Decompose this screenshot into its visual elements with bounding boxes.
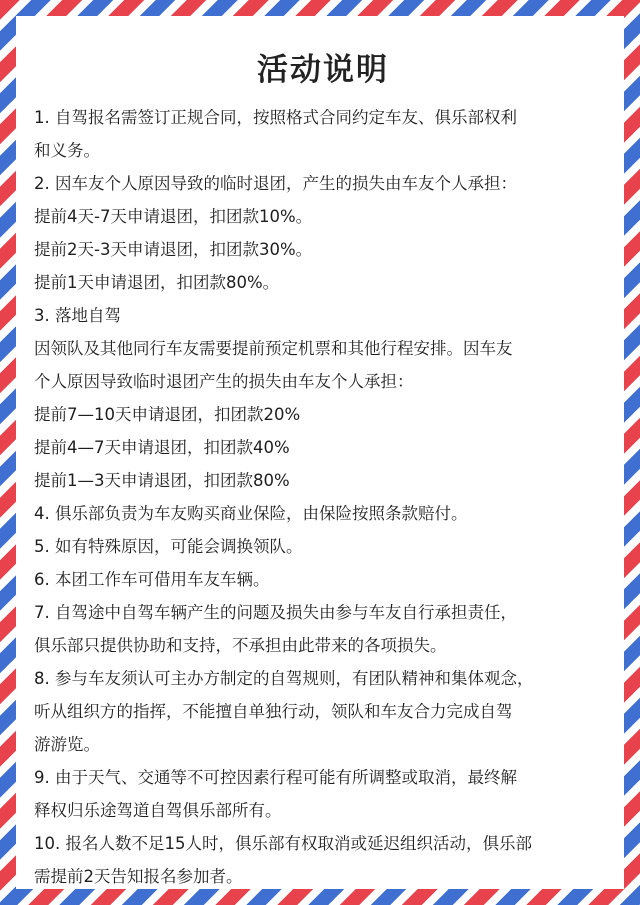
text-line: 6. 本团工作车可借用车友车辆。	[34, 570, 270, 589]
text-line: 和义务。	[34, 141, 100, 160]
text-line: 8. 参与车友须认可主办方制定的自驾规则，有团队精神和集体观念，	[34, 669, 534, 688]
text-line: 需提前2天告知报名参加者。	[34, 867, 243, 886]
text-line: 听从组织方的指挥，不能擅自单独行动，领队和车友合力完成自驾	[34, 702, 513, 721]
text-line: 4. 俱乐部负责为车友购买商业保险，由保险按照条款赔付。	[34, 504, 468, 523]
text-line: 提前4天-7天申请退团，扣团款10%。	[34, 207, 313, 226]
terms-body	[34, 101, 612, 893]
text-line: 因领队及其他同行车友需要提前预定机票和其他行程安排。因车友	[34, 339, 513, 358]
text-line: 提前2天-3天申请退团，扣团款30%。	[34, 240, 313, 259]
text-line: 提前7—10天申请退团，扣团款20%	[34, 405, 301, 424]
text-line: 7. 自驾途中自驾车辆产生的问题及损失由参与车友自行承担责任，	[34, 603, 517, 622]
text-line: 2. 因车友个人原因导致的临时退团，产生的损失由车友个人承担：	[34, 174, 517, 193]
text-line: 1. 自驾报名需签订正规合同，按照格式合同约定车友、俱乐部权利	[34, 108, 517, 127]
text-line: 9. 由于天气、交通等不可控因素行程可能有所调整或取消，最终解	[34, 768, 517, 787]
text-line: 个人原因导致临时退团产生的损失由车友个人承担：	[34, 372, 414, 391]
text-line: 10. 报名人数不足15人时，俱乐部有权取消或延迟组织活动，俱乐部	[34, 834, 532, 853]
text-line: 3. 落地自驾	[34, 306, 121, 325]
text-line: 释权归乐途驾道自驾俱乐部所有。	[34, 801, 282, 820]
text-line: 游游览。	[34, 735, 100, 754]
text-line: 提前1—3天申请退团，扣团款80%	[34, 471, 290, 490]
text-line: 5. 如有特殊原因，可能会调换领队。	[34, 537, 303, 556]
text-line: 提前1天申请退团，扣团款80%。	[34, 273, 280, 292]
document-sheet	[16, 16, 624, 889]
text-line: 俱乐部只提供协助和支持，不承担由此带来的各项损失。	[34, 636, 447, 655]
text-line: 提前4—7天申请退团，扣团款40%	[34, 438, 290, 457]
page-title: 活动说明	[257, 52, 389, 88]
